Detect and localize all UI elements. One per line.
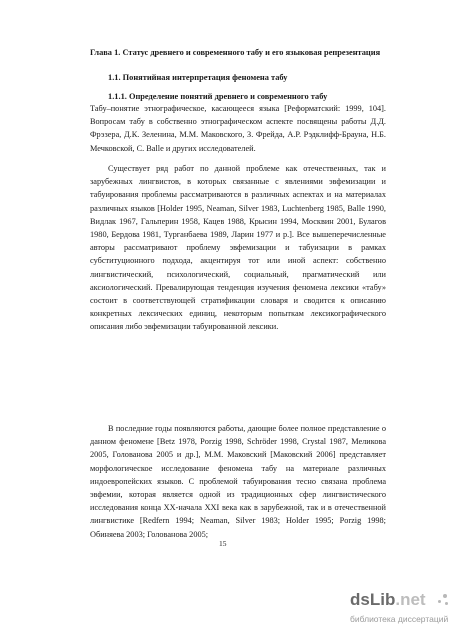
watermark-subtitle: библиотека диссертаций [350,614,449,624]
watermark-logo-domain: .net [395,590,426,609]
chapter-heading: Глава 1. Статус древнего и современного табу и его языковая репрезентация [90,48,381,57]
section-heading: 1.1. Понятийная интерпретация феномена табу [108,73,288,82]
page-number: 15 [219,539,227,548]
watermark-logo-main: dsLib [350,590,396,609]
paragraph-2: Существует ряд работ по данной проблеме как отечественных, так и зарубежных лингвистов, в которых связанные с явлениями эвфемизации и табуирования проблемы рассматриваются в различных аспектах и на материалах различных языков [Holder 1995, Neaman, Silver 1983, Luchtenberg 1985, Balle 1990, Видлак 1967, Гальперин 1958, Кацев 1988, Крысин 1994, Москвин 2001, Булагов 1980, Бердова 1981, Турганбаева 1989, Ларин 1977 и р.]. Все вышеперечисленные авторы рассматривают проблему эвфемизации и табуизации в рамках субституционного подхода, акцентируя тот или иной аспект: собственно лингвистический, психологический, социальный, прагматический или аксиологический. Превалирующая тенденция изучения феномена лексики «табу» состоит в соответствующей стратификации словаря и сводится к описанию конкретных лексических единиц, некоторым попыткам лексикографического описания либо эвфемизации табуированной лексики. [90,164,386,332]
watermark-dot-icon [443,594,447,598]
subsection-heading: 1.1.1. Определение понятий древнего и современного табу [108,92,328,101]
watermark-dot-icon [445,602,448,605]
watermark-logo [350,590,450,630]
watermark-dot-icon [438,600,441,603]
watermark-logo-text [350,590,426,610]
paragraph-3: В последние годы появляются работы, дающие более полное представление о данном феномене [Betz 1978, Porzig 1998, Schröder 1998, Crystal 1987, Меликова 2005, Голованова 2005 и др.], М.М. Маковский [Маковский 2006] представляет морфологическое исследование феномена табу на материале различных индоевропейских языков. С проблемой табуирования тесно связана проблема эвфемии, которая является одной из традиционных сфер лингвистического исследования конца XX-начала XXI века как в зарубежной, так и в отечественной лингвистике [Redfern 1994; Neaman, Silver 1983; Holder 1995; Porzig 1998; Обиняева 2003; Голованова 2005; [90,424,386,539]
paragraph-1: Табу–понятие этнографическое, касающееся языка [Реформатский: 1999, 104]. Вопросам табу в собственно этнографическом аспекте посвящены работы Д.Д. Фрэзера, Д.К. Зеленина, М.М. Маковского, З. Фрейда, А.Р. Рэдклифф-Брауна, Н.Б. Мечковской, C. Balle и других исследователей. [90,104,386,153]
